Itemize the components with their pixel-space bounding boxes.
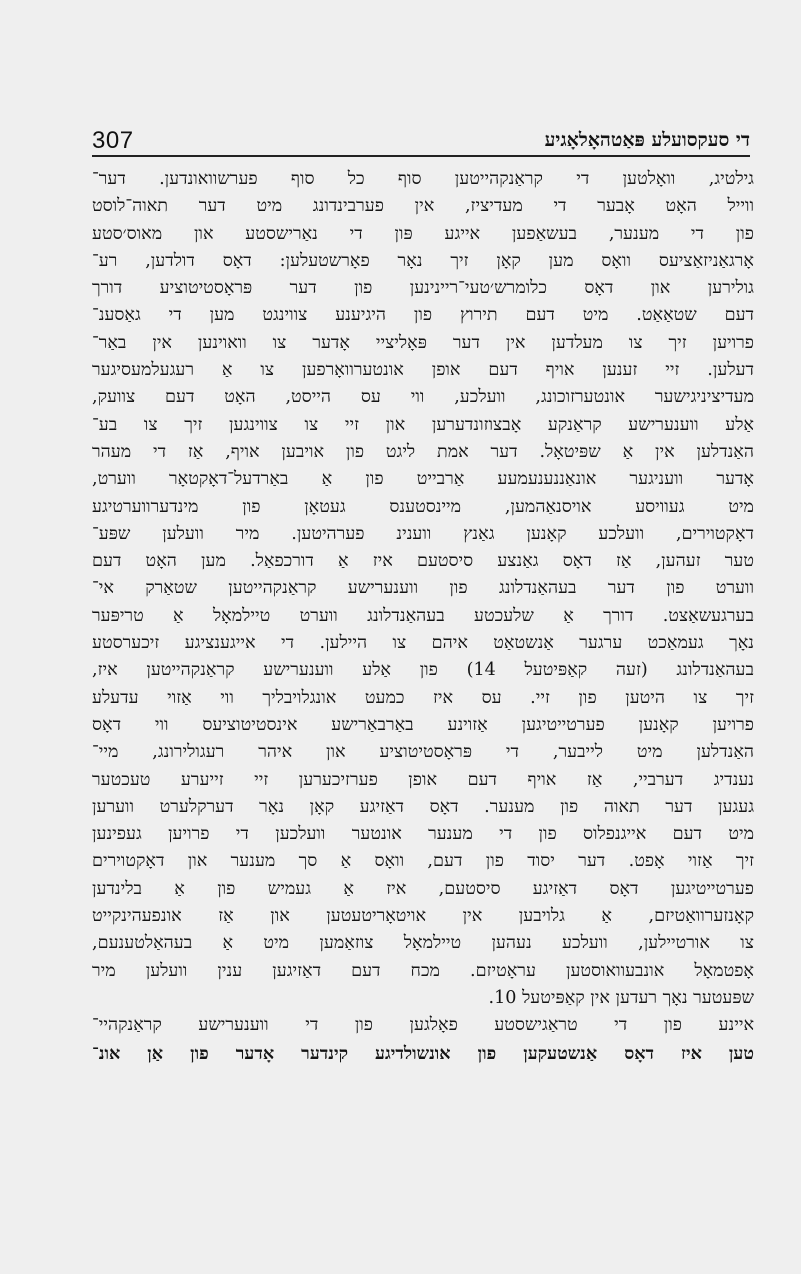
text-line: זיך אַזוי אָפט. דער יסוד פון דעם, וואָס אַ סך מענער און דאָקטוירים bbox=[92, 851, 754, 872]
text-line: צו אורטיילען, וועלכע נעהען טיילמאָל צוזאַמען מיט אַ בעהאַלטענעם, bbox=[92, 933, 754, 954]
text-line: זיך צו היטען פון זיי. עס איז כמעט אונגלויבליך ווי אַזוי עדעלע bbox=[92, 687, 754, 708]
page-header bbox=[92, 127, 750, 157]
text-line: דעלען. זיי זענען אויף דעם אופן אונטערוואָרפען צו אַ רעגעלמעסיגער bbox=[92, 360, 754, 381]
text-line: שפּעטער נאָך רעדען אין קאַפּיטעל 10. bbox=[488, 987, 754, 1008]
text-line: געגען דער תאוה פון מענער. דאָס דאַזיגע קאָן נאָר דערקלערט ווערען bbox=[92, 796, 754, 817]
text-line: אָדער וועניגער אונאַננענעמעע אַרבייט פון אַ באַרדעל־דאָקטאָר ווערט, bbox=[92, 469, 754, 490]
text-line: מעדיציניגישער אונטערזוכונג, וועלכע, ווי עס הייסט, האָט דעם צוועק, bbox=[92, 387, 754, 408]
text-line: נענדיג דערביי, אַז אויף דעם אופן פערזיכערען זיי זייערע טעכטער bbox=[92, 769, 754, 790]
body-text bbox=[92, 166, 754, 1067]
text-line: מיט דעם אייגנפלוס פון די מענער אונטער וועלכען די פרויען געפינען bbox=[92, 824, 754, 845]
running-head: די סעקסועלע פּאַטהאָלאָגיע bbox=[544, 129, 750, 151]
text-line: פערטייטיגען דאָס דאַזיגע סיסטעם, איז אַ געמיש פון אַ בלינדען bbox=[92, 878, 754, 899]
text-line: דאָקטוירים, וועלכע קאָנען גאַנץ ווענינ פערהיטען. מיר וועלען שפּע־ bbox=[92, 523, 754, 544]
text-line: איינע פון די טראַגישסטע פאָלגען פון די ווענערישע קראַנקהיי־ bbox=[92, 1015, 754, 1036]
text-line: אָפטמאָל אונבעוואוסטען עראָטיזם. מכח דעם דאַזיגען ענין וועלען מיר bbox=[92, 960, 754, 981]
text-line: ווערט פון דער בעהאַנדלונג פון ווענערישע קראַנקהייטען שטאַרק אי־ bbox=[92, 578, 754, 599]
text-line: פון די מענער, בעשאַפען אייגע פּון די נאַרישסטע און מאוס׳סטע bbox=[92, 223, 754, 244]
text-line: האַנדלען מיט לייבער, די פּראָסטיטוציע און איהר רעגולירונג, מיי־ bbox=[92, 742, 754, 763]
text-line: גילטיג, וואָלטען די קראַנקהייטען סוף כל סוף פערשוואונדען. דער־ bbox=[92, 169, 754, 189]
text-line: נאָך געמאַכט ערגער אַנשטאַט איהם צו היילען. די אייגענציגע זיכערסטע bbox=[92, 633, 754, 654]
text-line: פרויען קאָנען פערטייטיגען אַזוינע באַרבאַרישע אינסטיטוציעס ווי דאָס bbox=[92, 714, 754, 735]
text-line: בעהאַנדלונג (זעה קאַפּיטעל 14) פון אַלע ווענערישע קראַנקהייטען איז, bbox=[92, 660, 754, 681]
text-line: טער זעהען, אַז דאָס גאַנצע סיסטעם איז אַ דורכפאַל. מען האָט דעם bbox=[92, 551, 754, 572]
text-line: גולירען און דאָס כלומרש׳טעי־ריינינען פון דער פּראָסטיטוציע דורך bbox=[92, 278, 754, 299]
text-line: האַנדלען אין אַ שפּיטאָל. דער אמת ליגט פון אויבען אויף, אַז די מעהר bbox=[92, 441, 754, 462]
text-line: מיט געוויסע אויסנאַהמען, מיינסטענס געטאָן פון מינדערווערטיגע bbox=[92, 496, 754, 517]
text-line: קאָנזערוואַטיזם, אַ גלויבען אין אויטאָריטעטען און אַז אונפעהינקייט bbox=[92, 906, 754, 927]
text-line: טען איז דאָס אַנשטעקען פון אונשולדיגע קינדער אָדער פון אַן אונ־ bbox=[92, 1042, 754, 1064]
text-line: בערגעשאַצט. דורך אַ שלעכטע בעהאַנדלונג ווערט טיילמאָל אַ טריפּער bbox=[92, 605, 754, 626]
text-line: דעם שטאַאַט. מיט דעם תירוץ פון היגיענע צווינגט מען די גאַסענ־ bbox=[92, 305, 754, 326]
text-line: פרויען זיך צו מעלדען אין דער פּאָליציי אָדער צו וואוינען אין באַר־ bbox=[92, 332, 754, 353]
text-line: אַלע ווענערישע קראַנקע אָבצוזונדערען און זיי צו צווינגען זיך צו בע־ bbox=[92, 414, 754, 435]
text-line: אָרגאַניזאַציעס וואָס מען קאָן זיך נאָר פאָרשטעלען: דאָס דולדען, רע־ bbox=[92, 250, 754, 271]
page-number: 307 bbox=[92, 127, 134, 154]
text-line: ווייל האָט אָבער די מעדיציז, אין פערבינדונג מיט דער תאוה־לוסט bbox=[92, 196, 754, 217]
header-rule bbox=[92, 155, 750, 157]
